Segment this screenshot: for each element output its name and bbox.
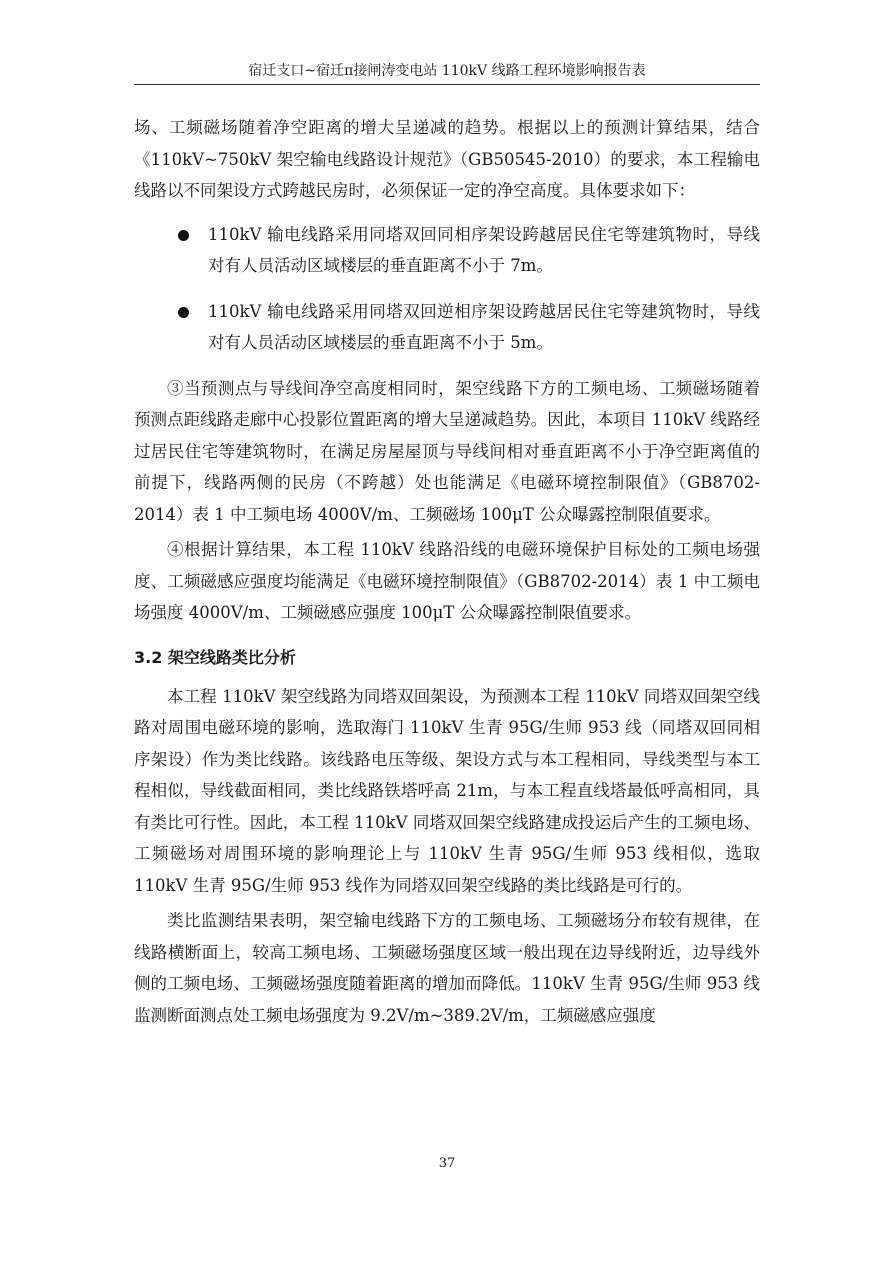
list-item-text: 110kV 输电线路采用同塔双回逆相序架设跨越居民住宅等建筑物时，导线对有人员活动区域楼层的垂直距离不小于 5m。 — [208, 301, 760, 352]
paragraph-point-4: ④根据计算结果，本工程 110kV 线路沿线的电磁环境保护目标处的工频电场强度、工频磁感应强度均能满足《电磁环境控制限值》（GB8702-2014）表 1 中工频电场强度 4000V/m、工频磁感应强度 100μT 公众曝露控制限值要求。 — [134, 540, 760, 622]
list-item — [134, 296, 760, 359]
page-body — [134, 112, 760, 1031]
header-rule — [134, 84, 760, 85]
list-item — [134, 219, 760, 282]
paragraph-analogy-intro: 本工程 110kV 架空线路为同塔双回架设，为预测本工程 110kV 同塔双回架空线路对周围电磁环境的影响，选取海门 110kV 生青 95G/生师 953 线（同塔双回同相序架设）作为类比线路。该线路电压等级、架设方式与本工程相同，导线类型与本工程相似，导线截面相同，类比线路铁塔呼高 21m，与本工程直线塔最低呼高相同，具有类比可行性。因此，本工程 110kV 同塔双回架空线路建成投运后产生的工频电场、工频磁场对周围环境的影响理论上与 110kV 生青 95G/生师 953 线相似，选取 110kV 生青 95G/生师 953 线作为同塔双回架空线路的类比线路是可行的。 — [134, 686, 760, 895]
section-heading: 3.2 架空线路类比分析 — [134, 647, 296, 667]
bullet-icon — [178, 307, 189, 318]
page-number: 37 — [438, 1156, 456, 1171]
bullet-icon — [178, 230, 189, 241]
list-item-text: 110kV 输电线路采用同塔双回同相序架设跨越居民住宅等建筑物时，导线对有人员活动区域楼层的垂直距离不小于 7m。 — [208, 224, 760, 275]
paragraph-point-3: ③当预测点与导线间净空高度相同时，架空线路下方的工频电场、工频磁场随着预测点距线路走廊中心投影位置距离的增大呈递减趋势。因此，本项目 110kV 线路经过居民住宅等建筑物时，在满足房屋屋顶与导线间相对垂直距离不小于净空距离值的前提下，线路两侧的民房（不跨越）处也能满足《电磁环境控制限值》（GB8702-2014）表 1 中工频电场 4000V/m、工频磁场 100μT 公众曝露控制限值要求。 — [134, 378, 760, 524]
paragraph-continuation: 场、工频磁场随着净空距离的增大呈递减的趋势。根据以上的预测计算结果，结合《110kV~750kV 架空输电线路设计规范》（GB50545-2010）的要求，本工程输电线路以不同架设方式跨越民房时，必须保证一定的净空高度。具体要求如下： — [134, 118, 760, 200]
paragraph-analogy-results: 类比监测结果表明，架空输电线路下方的工频电场、工频磁场分布较有规律，在线路横断面上，较高工频电场、工频磁场强度区域一般出现在边导线附近，边导线外侧的工频电场、工频磁场强度随着距离的增加而降低。110kV 生青 95G/生师 953 线监测断面测点处工频电场强度为 9.2V/m~389.2V/m，工频磁感应强度 — [134, 911, 760, 1025]
running-header: 宿迁支口~宿迁π接闸涛变电站 110kV 线路工程环境影响报告表 — [248, 63, 646, 79]
requirement-list — [134, 219, 760, 359]
